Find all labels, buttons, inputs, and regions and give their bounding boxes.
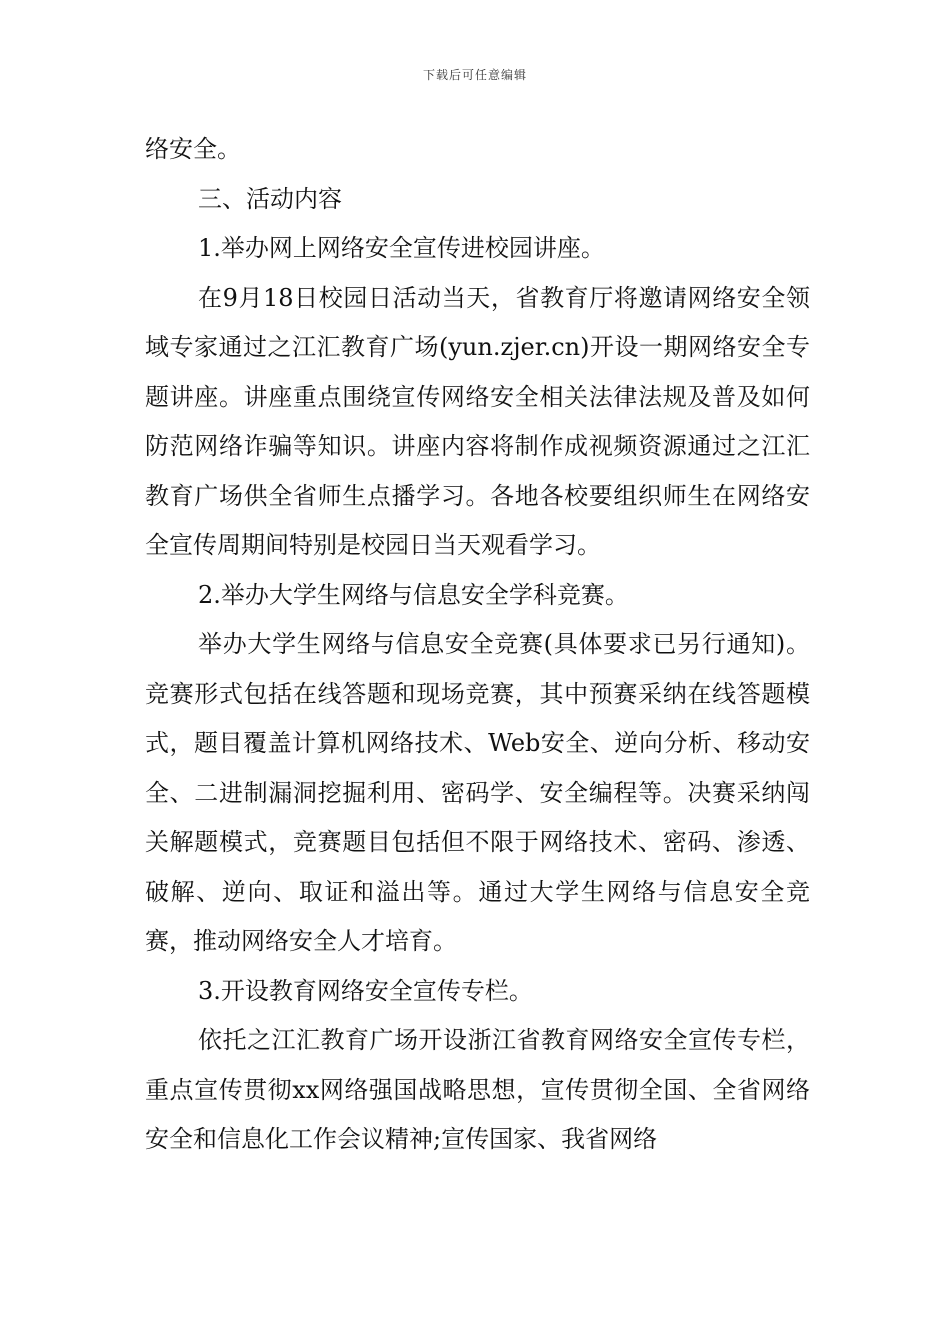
item-heading-lecture: 1.举办网上网络安全宣传进校园讲座。 (198, 234, 605, 262)
paragraph-lecture: 在9月18日校园日活动当天，省教育厅将邀请网络安全领域专家通过之江汇教育广场(yun.zjer.cn)开设一期网络安全专题讲座。讲座重点围绕宣传网络安全相关法律法规及普及如何防范网络诈骗等知识。讲座内容将制作成视频资源通过之江汇教育广场供全省师生点播学习。各地各校要组织师生在网络安全宣传周期间特别是校园日当天观看学习。 (145, 283, 810, 559)
paragraph-competition: 举办大学生网络与信息安全竞赛(具体要求已另行通知)。竞赛形式包括在线答题和现场竞赛，其中预赛采纳在线答题模式，题目覆盖计算机网络技术、Web安全、逆向分析、移动安全、二进制漏洞挖掘利用、密码学、安全编程等。决赛采纳闯关解题模式，竞赛题目包括但不限于网络技术、密码、渗透、破解、逆向、取证和溢出等。通过大学生网络与信息安全竞赛，推动网络安全人才培育。 (145, 630, 810, 955)
section-heading-activities: 三、活动内容 (198, 184, 342, 213)
page-header: 下载后可任意编辑 (422, 68, 527, 82)
item-heading-column: 3.开设教育网络安全宣传专栏。 (198, 976, 533, 1005)
paragraph-continuation: 络安全。 (145, 135, 241, 163)
document-body (145, 125, 810, 1165)
paragraph-column: 依托之江汇教育广场开设浙江省教育网络安全宣传专栏，重点宣传贯彻xx网络强国战略思想，宣传贯彻全国、全省网络安全和信息化工作会议精神;宣传国家、我省网络 (145, 1026, 810, 1153)
item-heading-competition: 2.举办大学生网络与信息安全学科竞赛。 (198, 580, 629, 609)
